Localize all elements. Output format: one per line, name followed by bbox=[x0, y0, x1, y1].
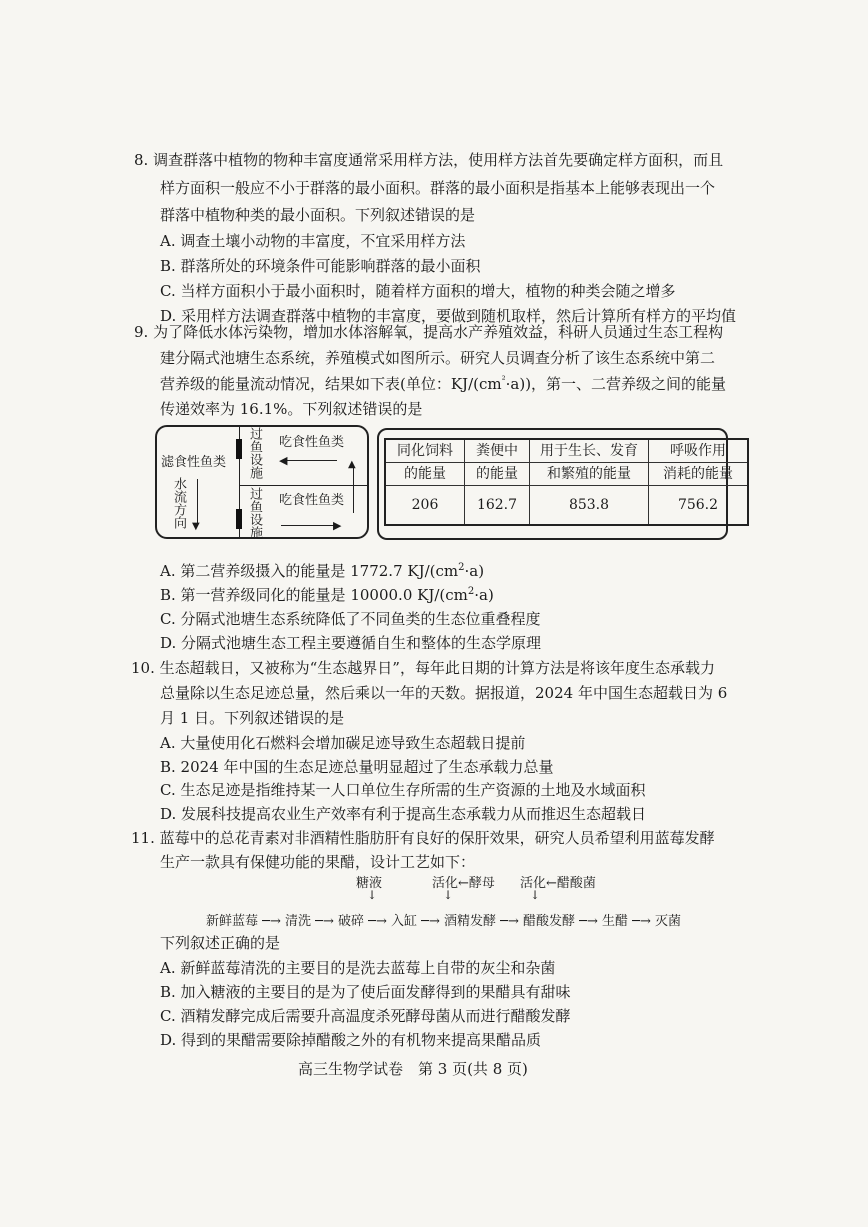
q11-option-a: A. 新鲜蓝莓清洗的主要目的是洗去蓝莓上自带的灰尘和杂菌 bbox=[160, 959, 556, 977]
header-assimilated-feed: 同化饲料 bbox=[385, 439, 465, 463]
header-feces: 粪便中 bbox=[465, 439, 530, 463]
q9-option-c: C. 分隔式池塘生态系统降低了不同鱼类的生态位重叠程度 bbox=[160, 610, 541, 628]
q8-stem-line3: 群落中植物种类的最小面积。下列叙述错误的是 bbox=[160, 206, 476, 224]
fish-gate-top-icon bbox=[236, 439, 242, 459]
q9-stem-line2: 建分隔式池塘生态系统，养殖模式如图所示。研究人员调查分析了该生态系统中第二 bbox=[160, 349, 716, 367]
q8-option-a: A. 调查土壤小动物的丰富度，不宜采用样方法 bbox=[160, 232, 466, 250]
q9-stem-line4: 传递效率为 16.1%。下列叙述错误的是 bbox=[160, 400, 423, 418]
page-footer: 高三生物学试卷 第 3 页(共 8 页) bbox=[298, 1060, 528, 1078]
step-acetic-fermentation: 醋酸发酵 bbox=[523, 914, 576, 929]
q11-stem-line1: 11. 蓝莓中的总花青素对非酒精性脂肪肝有良好的保肝效果，研究人员希望利用蓝莓发酵 bbox=[131, 829, 715, 847]
process-flow: 新鲜蓝莓 ─→ 清洗 ─→ 破碎 ─→ 入缸 ─→ 酒精发酵 ─→ 醋酸发酵 ─→ 生醋 ─→ 灭菌 bbox=[206, 914, 682, 929]
value-growth: 853.8 bbox=[530, 486, 649, 526]
flow-arrow-head-icon: ▼ bbox=[192, 521, 200, 532]
q10-stem-line3: 月 1 日。下列叙述错误的是 bbox=[160, 709, 345, 727]
value-respiration: 756.2 bbox=[649, 486, 749, 526]
step-crush: 破碎 bbox=[338, 914, 365, 929]
step-raw-vinegar: 生醋 bbox=[602, 914, 629, 929]
step-wash: 清洗 bbox=[285, 914, 312, 929]
q10-option-a: A. 大量使用化石燃料会增加碳足迹导致生态超载日提前 bbox=[160, 734, 526, 752]
arrow-up bbox=[353, 465, 354, 513]
header-growth-2: 和繁殖的能量 bbox=[530, 463, 649, 486]
arrow-right-head-icon: ▶ bbox=[333, 519, 342, 532]
q9-stem-line3: 营养级的能量流动情况，结果如下表(单位：$KJ/(cm^{^2}\cdot a)$)，第一、二营养级之间的能量 bbox=[160, 375, 727, 393]
flow-arrow bbox=[197, 479, 198, 523]
header-respiration-2: 消耗的能量 bbox=[649, 463, 749, 486]
divider-horizontal bbox=[239, 485, 367, 486]
step-vat: 入缸 bbox=[391, 914, 418, 929]
value-assimilated-feed: 206 bbox=[385, 486, 465, 526]
q11-stem-line2: 生产一款具有保健功能的果醋，设计工艺如下： bbox=[160, 853, 476, 871]
arrow-down-icon: ↓ bbox=[367, 888, 378, 902]
step-sterilize: 灭菌 bbox=[655, 914, 682, 929]
q11-option-b: B. 加入糖液的主要目的是为了使后面发酵得到的果醋具有甜味 bbox=[160, 983, 571, 1001]
flow-activate-yeast: 活化←酵母 bbox=[432, 876, 495, 891]
q11-option-c: C. 酒精发酵完成后需要升高温度杀死酵母菌从而进行醋酸发酵 bbox=[160, 1007, 571, 1025]
step-alcohol-fermentation: 酒精发酵 bbox=[444, 914, 497, 929]
arrow-right bbox=[281, 525, 337, 526]
fish-passage-bottom-label: 过鱼设施 bbox=[247, 487, 262, 539]
header-growth: 用于生长、发育 bbox=[530, 439, 649, 463]
arrow-up-head-icon: ▲ bbox=[348, 459, 356, 470]
arrow-down-icon: ↓ bbox=[530, 888, 541, 902]
q8-option-d: D. 采用样方法调查群落中植物的丰富度，要做到随机取样，然后计算所有样方的平均值 bbox=[160, 307, 737, 325]
q9-option-a: A. 第二营养级摄入的能量是 1772.7 $KJ/(cm^2\cdot a)$ bbox=[160, 562, 485, 580]
q11-stem-line3: 下列叙述正确的是 bbox=[160, 934, 281, 952]
water-flow-label: 水流方向 bbox=[171, 477, 186, 529]
q9-option-d: D. 分隔式池塘生态工程主要遵循自生和整体的生态学原理 bbox=[160, 634, 542, 652]
step-fresh-blueberry: 新鲜蓝莓 bbox=[206, 914, 259, 929]
q8-stem-line2: 样方面积一般应不小于群落的最小面积。群落的最小面积是指基本上能够表现出一个 bbox=[160, 179, 716, 197]
flow-sugar: 糖液 bbox=[356, 876, 383, 891]
q10-option-d: D. 发展科技提高农业生产效率有利于提高生态承载力从而推迟生态超载日 bbox=[160, 805, 647, 823]
feeding-fish-top-label: 吃食性鱼类 bbox=[279, 435, 345, 450]
flow-activate-acetobacter: 活化←醋酸菌 bbox=[520, 876, 596, 891]
arrow-left bbox=[285, 460, 337, 461]
value-feces: 162.7 bbox=[465, 486, 530, 526]
header-assimilated-feed-2: 的能量 bbox=[385, 463, 465, 486]
q10-option-c: C. 生态足迹是指维持某一人口单位生存所需的生产资源的土地及水域面积 bbox=[160, 781, 646, 799]
q9-option-b: B. 第一营养级同化的能量是 10000.0 $KJ/(cm^2\cdot a)$ bbox=[160, 586, 494, 604]
header-respiration: 呼吸作用 bbox=[649, 439, 749, 463]
header-feces-2: 的能量 bbox=[465, 463, 530, 486]
q8-option-c: C. 当样方面积小于最小面积时，随着样方面积的增大，植物的种类会随之增多 bbox=[160, 282, 676, 300]
feeding-fish-bottom-label: 吃食性鱼类 bbox=[279, 493, 345, 508]
energy-table bbox=[384, 438, 749, 526]
fish-gate-bottom-icon bbox=[236, 509, 242, 529]
q8-option-b: B. 群落所处的环境条件可能影响群落的最小面积 bbox=[160, 257, 481, 275]
pond-diagram bbox=[155, 425, 369, 539]
q11-option-d: D. 得到的果醋需要除掉醋酸之外的有机物来提高果醋品质 bbox=[160, 1031, 542, 1049]
q9-stem-line1: 9. 为了降低水体污染物，增加水体溶解氧，提高水产养殖效益，科研人员通过生态工程构 bbox=[134, 323, 724, 341]
q10-option-b: B. 2024 年中国的生态足迹总量明显超过了生态承载力总量 bbox=[160, 758, 554, 776]
filter-feeding-fish-label: 滤食性鱼类 bbox=[161, 455, 227, 470]
fish-passage-top-label: 过鱼设施 bbox=[247, 427, 262, 479]
q8-stem-line1: 8. 调查群落中植物的物种丰富度通常采用样方法，使用样方法首先要确定样方面积，而且 bbox=[134, 151, 724, 169]
arrow-down-icon: ↓ bbox=[443, 888, 454, 902]
q10-stem-line2: 总量除以生态足迹总量，然后乘以一年的天数。据报道，2024 年中国生态超载日为 6 bbox=[160, 684, 728, 702]
arrow-left-head-icon: ◀ bbox=[279, 454, 288, 467]
q10-stem-line1: 10. 生态超载日，又被称为“生态越界日”，每年此日期的计算方法是将该年度生态承载力 bbox=[131, 659, 715, 677]
